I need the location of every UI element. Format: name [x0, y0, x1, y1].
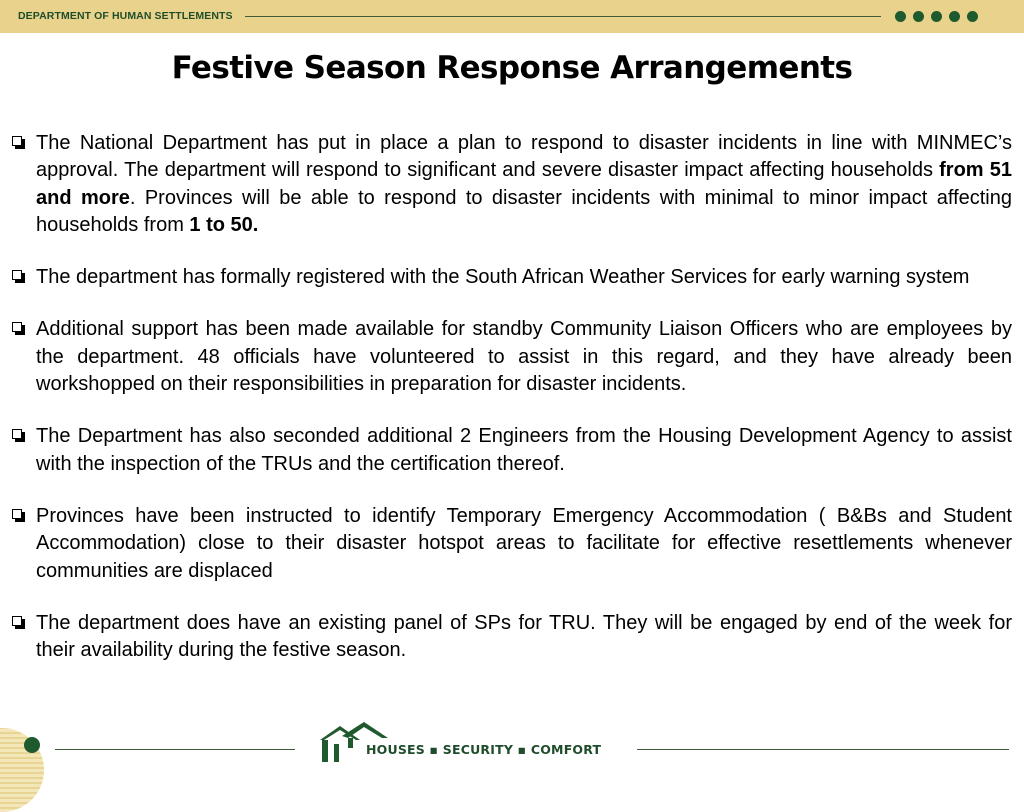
- dot-icon: [949, 11, 960, 22]
- bullet-list: [12, 130, 1012, 689]
- bullet-item: [12, 610, 1012, 665]
- header-divider: [245, 16, 881, 17]
- dot-icon: [931, 11, 942, 22]
- bullet-text: The Department has also seconded additional 2 Engineers from the Housing Development Agency to assist with the inspection of the TRUs and the certification thereof.: [36, 425, 1012, 475]
- dot-icon: [895, 11, 906, 22]
- department-name: DEPARTMENT OF HUMAN SETTLEMENTS: [18, 10, 233, 22]
- bullet-text: Additional support has been made available for standby Community Liaison Officers who are employees by the department. 48 officials have volunteered to assist in this regard, and they have already been workshopped on their responsibilities in preparation for disaster incidents.: [36, 318, 1012, 396]
- checkbox-square-icon: [12, 616, 24, 628]
- bullet-item: [12, 503, 1012, 585]
- header-band: [0, 0, 1024, 33]
- checkbox-square-icon: [12, 136, 24, 148]
- bullet-text: The National Department has put in place a plan to respond to disaster incidents in line with MINMEC’s approval. The department will respond to significant and severe disaster impact affecting households from 51 and more. Provinces will be able to respond to disaster incidents with minimal to minor impact affecting households from 1 to 50.: [36, 132, 1012, 236]
- footer-divider-left: [55, 749, 295, 750]
- dot-icon: [913, 11, 924, 22]
- checkbox-square-icon: [12, 270, 24, 282]
- bullet-item: [12, 264, 1012, 291]
- footer-dot-icon: [24, 737, 40, 753]
- checkbox-square-icon: [12, 509, 24, 521]
- footer-tagline: HOUSES ▪ SECURITY ▪ COMFORT: [366, 742, 602, 757]
- bullet-item: [12, 423, 1012, 478]
- bullet-text: The department has formally registered with the South African Weather Services for early warning system: [36, 266, 970, 289]
- footer-divider-right: [637, 749, 1009, 750]
- checkbox-square-icon: [12, 429, 24, 441]
- checkbox-square-icon: [12, 322, 24, 334]
- bullet-item: [12, 316, 1012, 398]
- header-dots: [895, 11, 978, 22]
- dot-icon: [967, 11, 978, 22]
- bullet-item: [12, 130, 1012, 239]
- bullet-text: Provinces have been instructed to identify Temporary Emergency Accommodation ( B&Bs and Student Accommodation) close to their disaster hotspot areas to facilitate for effective resettlements whenever communities are displaced: [36, 504, 1012, 582]
- bullet-text: The department does have an existing panel of SPs for TRU. They will be engaged by end of the week for their availability during the festive season.: [36, 611, 1012, 662]
- slide-title: Festive Season Response Arrangements: [171, 50, 853, 86]
